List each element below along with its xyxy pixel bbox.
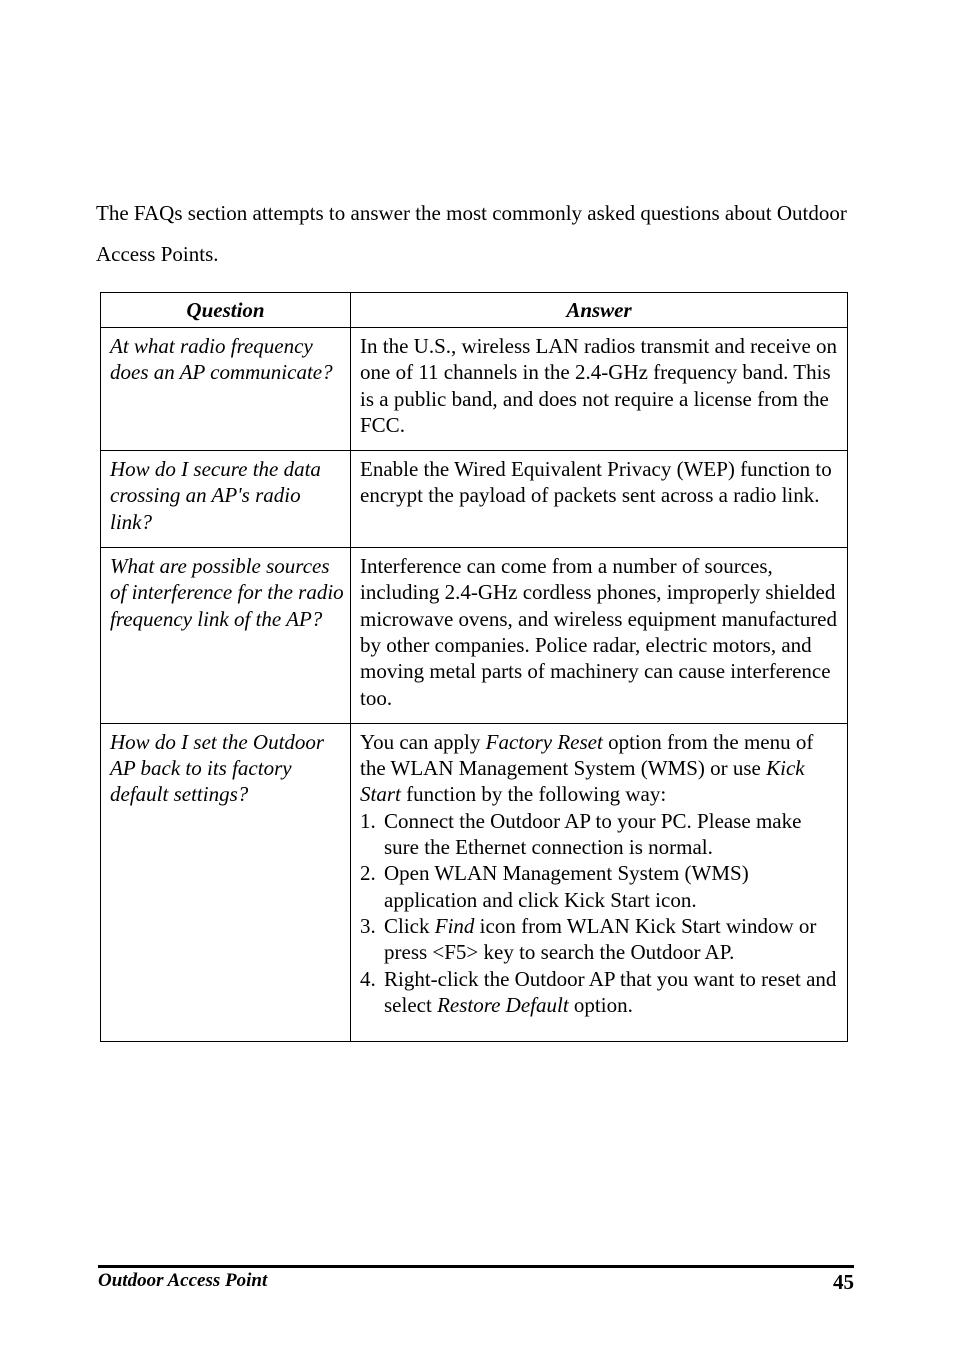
step-text: Click [384, 913, 435, 938]
page-number: 45 [833, 1270, 854, 1294]
restore-default-term: Restore Default [437, 992, 569, 1017]
footer-divider [98, 1265, 854, 1268]
kick-start-term: Kick Start [360, 756, 805, 807]
step-text: Open WLAN Management System (WMS) application and click Kick Start icon. [384, 861, 749, 912]
table-row [101, 328, 848, 451]
step-text: icon from WLAN Kick Start window or press <F5> key to search the Outdoor AP. [384, 913, 817, 965]
step-number: 2. [360, 861, 376, 886]
faq-table [100, 292, 848, 1042]
question-cell: What are possible sources of interference for the radio frequency link of the AP? [101, 548, 351, 724]
factory-reset-term: Factory Reset [485, 729, 603, 754]
answer-cell: In the U.S., wireless LAN radios transmit and receive on one of 11 channels in the 2.4-GHz frequency band. This is a public band, and does not require a license from the FCC. [351, 328, 848, 451]
step-number: 3. [360, 913, 376, 938]
step-text: option. [568, 992, 633, 1017]
answer-cell: Interference can come from a number of sources, including 2.4-GHz cordless phones, improperly shielded microwave ovens, and wireless equipment manufactured by other companies. Police radar, electric motors, and moving metal parts of machinery can cause interference too. [351, 548, 848, 724]
answer-intro [360, 729, 839, 808]
list-item [360, 808, 839, 861]
step-text: Right-click the Outdoor AP that you want to reset and select [384, 966, 837, 1017]
answer-column-header: Answer [351, 293, 848, 328]
list-item [360, 966, 839, 1019]
step-number: 4. [360, 966, 376, 991]
answer-cell: Enable the Wired Equivalent Privacy (WEP) function to encrypt the payload of packets sent across a radio link. [351, 451, 848, 548]
list-item [360, 860, 839, 913]
list-item [360, 913, 839, 966]
table-row [101, 548, 848, 724]
table-header-row [101, 293, 848, 328]
intro-paragraph: The FAQs section attempts to answer the most commonly asked questions about Outdoor Access Points. [96, 201, 847, 266]
step-text: Connect the Outdoor AP to your PC. Please make sure the Ethernet connection is normal. [384, 808, 802, 860]
answer-intro-text: You can apply [360, 729, 486, 754]
answer-intro-text: function by the following way: [400, 782, 667, 807]
answer-cell [351, 723, 848, 1041]
find-term: Find [434, 913, 475, 938]
table-row [101, 723, 848, 1041]
reset-steps-list [360, 808, 839, 1018]
step-number: 1. [360, 808, 376, 833]
table-row [101, 451, 848, 548]
question-cell: At what radio frequency does an AP communicate? [101, 328, 351, 451]
question-cell: How do I secure the data crossing an AP's radio link? [101, 451, 351, 548]
footer-title: Outdoor Access Point [98, 1270, 268, 1291]
question-column-header: Question [101, 293, 351, 328]
answer-intro-text: option from the menu of the WLAN Management System (WMS) or use [360, 729, 814, 781]
question-cell: How do I set the Outdoor AP back to its factory default settings? [101, 723, 351, 1041]
